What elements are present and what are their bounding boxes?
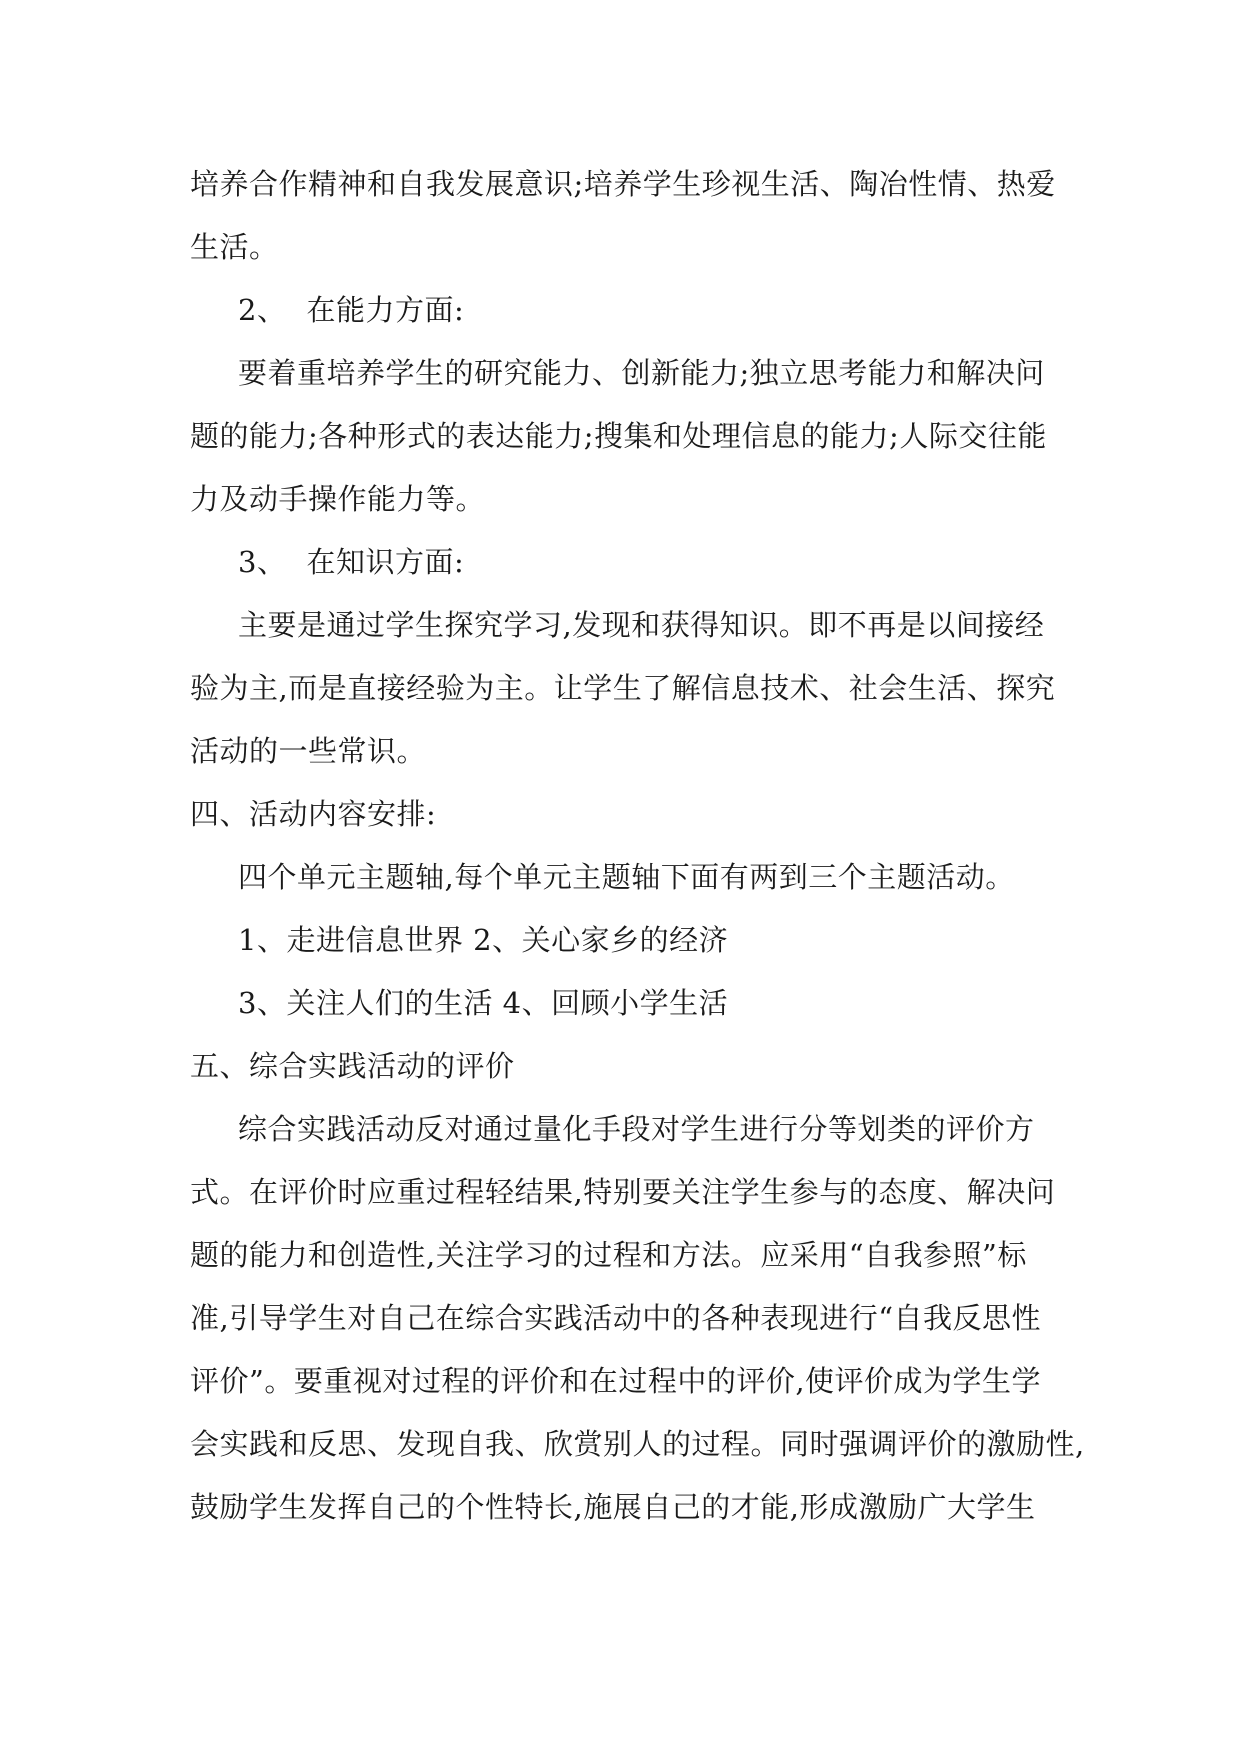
paragraph-line: 综合实践活动反对通过量化手段对学生进行分等划类的评价方 xyxy=(238,1112,1035,1146)
paragraph-line: 要着重培养学生的研究能力、创新能力;独立思考能力和解决问 xyxy=(238,356,1045,390)
paragraph-line: 力及动手操作能力等。 xyxy=(190,482,486,516)
paragraph-line: 生活。 xyxy=(190,230,279,264)
paragraph-line: 培养合作精神和自我发展意识;培养学生珍视生活、陶冶性情、热爱 xyxy=(190,167,1056,201)
paragraph-line: 会实践和反思、发现自我、欣赏别人的过程。同时强调评价的激励性, xyxy=(190,1427,1085,1461)
paragraph-line: 式。在评价时应重过程轻结果,特别要关注学生参与的态度、解决问 xyxy=(190,1175,1056,1209)
paragraph-line: 评价”。要重视对过程的评价和在过程中的评价,使评价成为学生学 xyxy=(190,1364,1042,1398)
paragraph-line: 鼓励学生发挥自己的个性特长,施展自己的才能,形成激励广大学生 xyxy=(190,1490,1036,1524)
paragraph-line: 题的能力;各种形式的表达能力;搜集和处理信息的能力;人际交往能 xyxy=(190,419,1047,453)
paragraph-line: 主要是通过学生探究学习,发现和获得知识。即不再是以间接经 xyxy=(238,608,1045,642)
section-heading-activity-content: 四、活动内容安排: xyxy=(190,797,437,831)
heading-number: 3、 xyxy=(238,545,287,579)
section-heading-evaluation: 五、综合实践活动的评价 xyxy=(190,1049,515,1083)
section-heading-ability xyxy=(238,290,464,330)
heading-text: 在能力方面: xyxy=(306,293,465,327)
theme-list-line: 1、走进信息世界 2、关心家乡的经济 xyxy=(238,923,729,957)
heading-text: 在知识方面: xyxy=(306,545,465,579)
heading-number: 2、 xyxy=(238,293,287,327)
paragraph-line: 准,引导学生对自己在综合实践活动中的各种表现进行“自我反思性 xyxy=(190,1301,1042,1335)
paragraph-line: 验为主,而是直接经验为主。让学生了解信息技术、社会生活、探究 xyxy=(190,671,1056,705)
paragraph-line: 四个单元主题轴,每个单元主题轴下面有两到三个主题活动。 xyxy=(238,860,1015,894)
paragraph-line: 题的能力和创造性,关注学习的过程和方法。应采用“自我参照”标 xyxy=(190,1238,1027,1272)
theme-list-line: 3、关注人们的生活 4、回顾小学生活 xyxy=(238,986,729,1020)
section-heading-knowledge xyxy=(238,542,464,582)
paragraph-line: 活动的一些常识。 xyxy=(190,734,427,768)
